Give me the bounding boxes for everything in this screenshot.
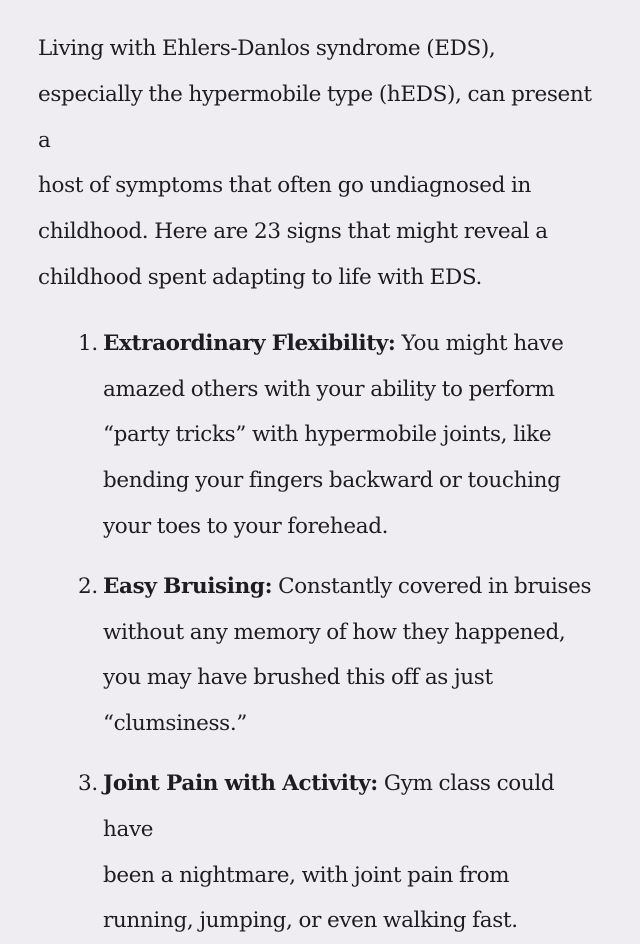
- list-item-extraordinary-flexibility: [38, 321, 610, 550]
- intro-line: childhood. Here are 23 signs that might reveal a: [38, 219, 548, 245]
- list-item-text: bending your fingers backward or touching: [103, 468, 561, 494]
- list-item-term: Extraordinary Flexibility:: [103, 330, 396, 356]
- signs-list: [38, 321, 610, 944]
- intro-line: childhood spent adapting to life with EDS.: [38, 264, 483, 290]
- list-item-text: your toes to your forehead.: [103, 513, 389, 539]
- intro-line: host of symptoms that often go undiagnosed in: [38, 173, 532, 199]
- list-item-number: 1.: [78, 330, 98, 356]
- list-item-text: been a nightmare, with joint pain from: [103, 862, 510, 888]
- list-item-text: “party tricks” with hypermobile joints, like: [103, 422, 552, 448]
- list-item-easy-bruising: [38, 564, 610, 747]
- list-item-text: amazed others with your ability to perform: [103, 376, 555, 402]
- intro-paragraph: [38, 26, 610, 301]
- intro-line: Living with Ehlers-Danlos syndrome (EDS),: [38, 36, 496, 61]
- list-item-number: 3.: [78, 770, 98, 796]
- list-item-number: 2.: [78, 573, 98, 599]
- list-item-text: running, jumping, or even walking fast.: [103, 908, 518, 934]
- list-item-text: Gym class could have: [103, 770, 555, 842]
- list-item-term: Easy Bruising:: [103, 573, 273, 599]
- list-item-text: Constantly covered in bruises: [272, 573, 592, 599]
- intro-line: especially the hypermobile type (hEDS), can present a: [38, 81, 592, 153]
- list-item-term: Joint Pain with Activity:: [103, 770, 378, 796]
- list-item-text: without any memory of how they happened,: [103, 619, 566, 645]
- list-item-text: “clumsiness.”: [103, 711, 247, 737]
- list-item-joint-pain: [38, 761, 610, 944]
- list-item-text: you may have brushed this off as just: [103, 665, 493, 691]
- list-item-text: You might have: [395, 330, 564, 356]
